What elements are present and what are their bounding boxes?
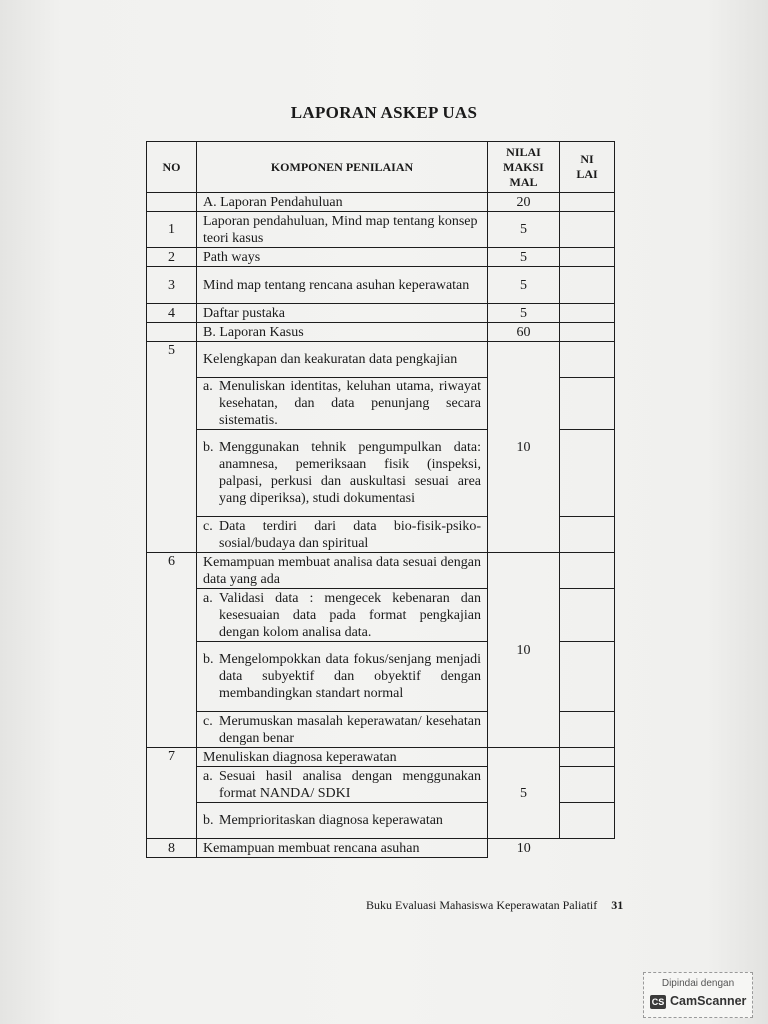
row-max: 5 <box>488 267 560 304</box>
sub-item: b. Menggunakan tehnik pengumpulkan data: anamnesa, pemeriksaan fisik (inspeksi, palpasi, perkusi dan auskultasi sesuai area yang diperiksa), studi dokumentasi <box>197 430 488 517</box>
table-row <box>147 342 615 378</box>
row-label: Menuliskan diagnosa keperawatan <box>197 748 488 767</box>
row-label: Kemampuan membuat rencana asuhan <box>197 839 488 858</box>
row-max: 10 <box>488 553 560 748</box>
watermark-brand: CamScanner <box>670 994 747 1008</box>
row-label: Mind map tentang rencana asuhan keperawatan <box>197 267 488 304</box>
header-nilai: NI LAI <box>560 142 615 193</box>
row-number: 3 <box>147 267 197 304</box>
table-row <box>147 839 615 858</box>
watermark-caption: Dipindai dengan <box>661 978 735 989</box>
assessment-table <box>146 141 615 858</box>
row-label: Kemampuan membuat analisa data sesuai dengan data yang ada <box>197 553 488 589</box>
section-a-max: 20 <box>488 193 560 212</box>
row-max: 10 <box>488 839 560 858</box>
sub-item: b. Mengelompokkan data fokus/senjang menjadi data subyektif dan obyektif dengan membandingkan standart normal <box>197 642 488 712</box>
header-nilai-maksimal: NILAI MAKSI MAL <box>488 142 560 193</box>
row-label: Path ways <box>197 248 488 267</box>
row-max: 10 <box>488 342 560 553</box>
sub-item: c. Merumuskan masalah keperawatan/ kesehatan dengan benar <box>197 712 488 748</box>
header-komponen: KOMPONEN PENILAIAN <box>197 142 488 193</box>
row-number: 7 <box>147 748 197 839</box>
table-row <box>147 248 615 267</box>
row-max: 5 <box>488 748 560 839</box>
row-max: 5 <box>488 212 560 248</box>
row-number: 4 <box>147 304 197 323</box>
row-max: 5 <box>488 248 560 267</box>
table-row <box>147 267 615 304</box>
header-no: NO <box>147 142 197 193</box>
table-row <box>147 304 615 323</box>
sub-item: a. Validasi data : mengecek kebenaran dan kesesuaian data pada format pengkajian dengan kolom analisa data. <box>197 589 488 642</box>
sub-item: a. Sesuai hasil analisa dengan menggunakan format NANDA/ SDKI <box>197 767 488 803</box>
book-title: Buku Evaluasi Mahasiswa Keperawatan Paliatif <box>366 898 598 912</box>
row-max: 5 <box>488 304 560 323</box>
row-label: Kelengkapan dan keakuratan data pengkajian <box>197 342 488 378</box>
table-row <box>147 193 615 212</box>
table-row <box>147 323 615 342</box>
row-number: 6 <box>147 553 197 748</box>
section-b-label: B. Laporan Kasus <box>197 323 488 342</box>
table-row <box>147 748 615 767</box>
row-label: Daftar pustaka <box>197 304 488 323</box>
table-row <box>147 553 615 589</box>
row-number: 5 <box>147 342 197 553</box>
sub-item: b. Memprioritaskan diagnosa keperawatan <box>197 803 488 839</box>
section-a-label: A. Laporan Pendahuluan <box>197 193 488 212</box>
row-number: 2 <box>147 248 197 267</box>
row-label: Laporan pendahuluan, Mind map tentang konsep teori kasus <box>197 212 488 248</box>
row-number: 1 <box>147 212 197 248</box>
camscanner-logo-icon: CS <box>651 997 665 1007</box>
page-footer <box>366 898 623 913</box>
section-b-max: 60 <box>488 323 560 342</box>
sub-item: a. Menuliskan identitas, keluhan utama, riwayat kesehatan, dan data penunjang secara sistematis. <box>197 378 488 430</box>
sub-item: c. Data terdiri dari data bio-fisik-psiko-sosial/budaya dan spiritual <box>197 517 488 553</box>
table-row <box>147 212 615 248</box>
page-title: LAPORAN ASKEP UAS <box>290 103 478 122</box>
row-number: 8 <box>147 839 197 858</box>
camscanner-watermark <box>643 972 753 1018</box>
table-header-row <box>147 142 615 193</box>
page-number: 31 <box>611 898 624 912</box>
